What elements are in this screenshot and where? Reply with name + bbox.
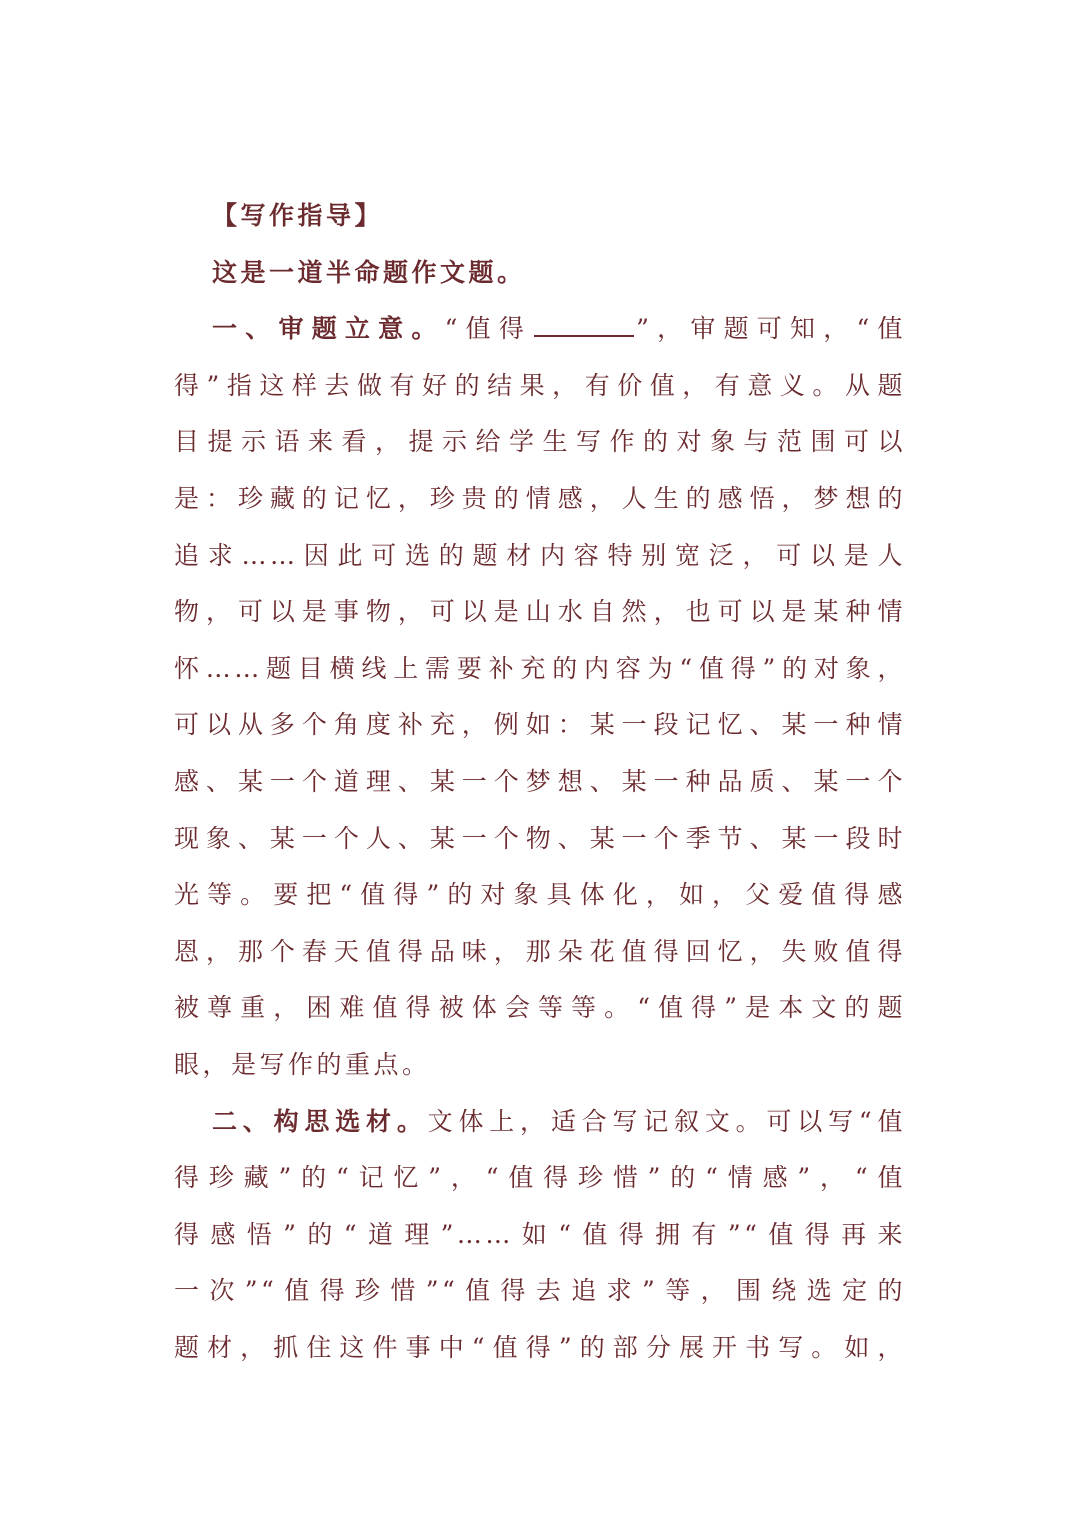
section1-quote-open: “值得 xyxy=(444,314,533,344)
section1-title: 一、审题立意。 xyxy=(212,314,445,344)
section1-line-5: 物，可以是事物，可以是山水自然，也可以是某种情 xyxy=(174,597,906,627)
section1-line-8: 感、某一个道理、某一个梦想、某一种品质、某一个 xyxy=(174,766,906,796)
section2-line-1: 得珍藏”的“记忆”，“值得珍惜”的“情感”，“值 xyxy=(174,1163,906,1193)
section1-line-13: 眼，是写作的重点。 xyxy=(174,1049,431,1079)
intro-text: 这是一道半命题作文题。 xyxy=(212,257,526,287)
intro-line xyxy=(174,245,906,302)
section1-line-1: 得”指这样去做有好的结果，有价值，有意义。从题 xyxy=(174,370,906,400)
section1-line-11: 恩，那个春天值得品味，那朵花值得回忆，失败值得 xyxy=(174,936,906,966)
section2-first-line xyxy=(174,1094,906,1151)
section1-line-7: 可以从多个角度补充，例如：某一段记忆、某一种情 xyxy=(174,710,906,740)
section2-first-text: 文体上，适合写记叙文。可以写“值 xyxy=(427,1106,906,1136)
section1-line-9: 现象、某一个人、某一个物、某一个季节、某一段时 xyxy=(174,823,906,853)
section2-line-2: 得感悟”的“道理”……如“值得拥有”“值得再来 xyxy=(174,1219,906,1249)
section1-first-line xyxy=(174,301,906,358)
fill-in-blank xyxy=(534,307,634,337)
heading-text: 【写作指导】 xyxy=(212,201,384,230)
section2-title: 二、构思选材。 xyxy=(212,1106,428,1136)
section1-line-6: 怀……题目横线上需要补充的内容为“值得”的对象， xyxy=(174,653,906,683)
section1-line-3: 是：珍藏的记忆，珍贵的情感，人生的感悟，梦想的 xyxy=(174,483,906,513)
section1-line-2: 目提示语来看，提示给学生写作的对象与范围可以 xyxy=(174,427,906,457)
section2-line-3: 一次”“值得珍惜”“值得去追求”等，围绕选定的 xyxy=(174,1276,906,1306)
document-body xyxy=(174,188,906,1376)
section1-line-10: 光等。要把“值得”的对象具体化，如，父爱值得感 xyxy=(174,880,906,910)
section2-line-4: 题材，抓住这件事中“值得”的部分展开书写。如， xyxy=(174,1332,906,1362)
section1-line-12: 被尊重，困难值得被体会等等。“值得”是本文的题 xyxy=(174,993,906,1023)
section1-quote-close: ”，审题可知，“值 xyxy=(636,314,907,344)
writing-guide-heading xyxy=(174,188,906,245)
section1-line-4: 追求……因此可选的题材内容特别宽泛，可以是人 xyxy=(174,540,906,570)
